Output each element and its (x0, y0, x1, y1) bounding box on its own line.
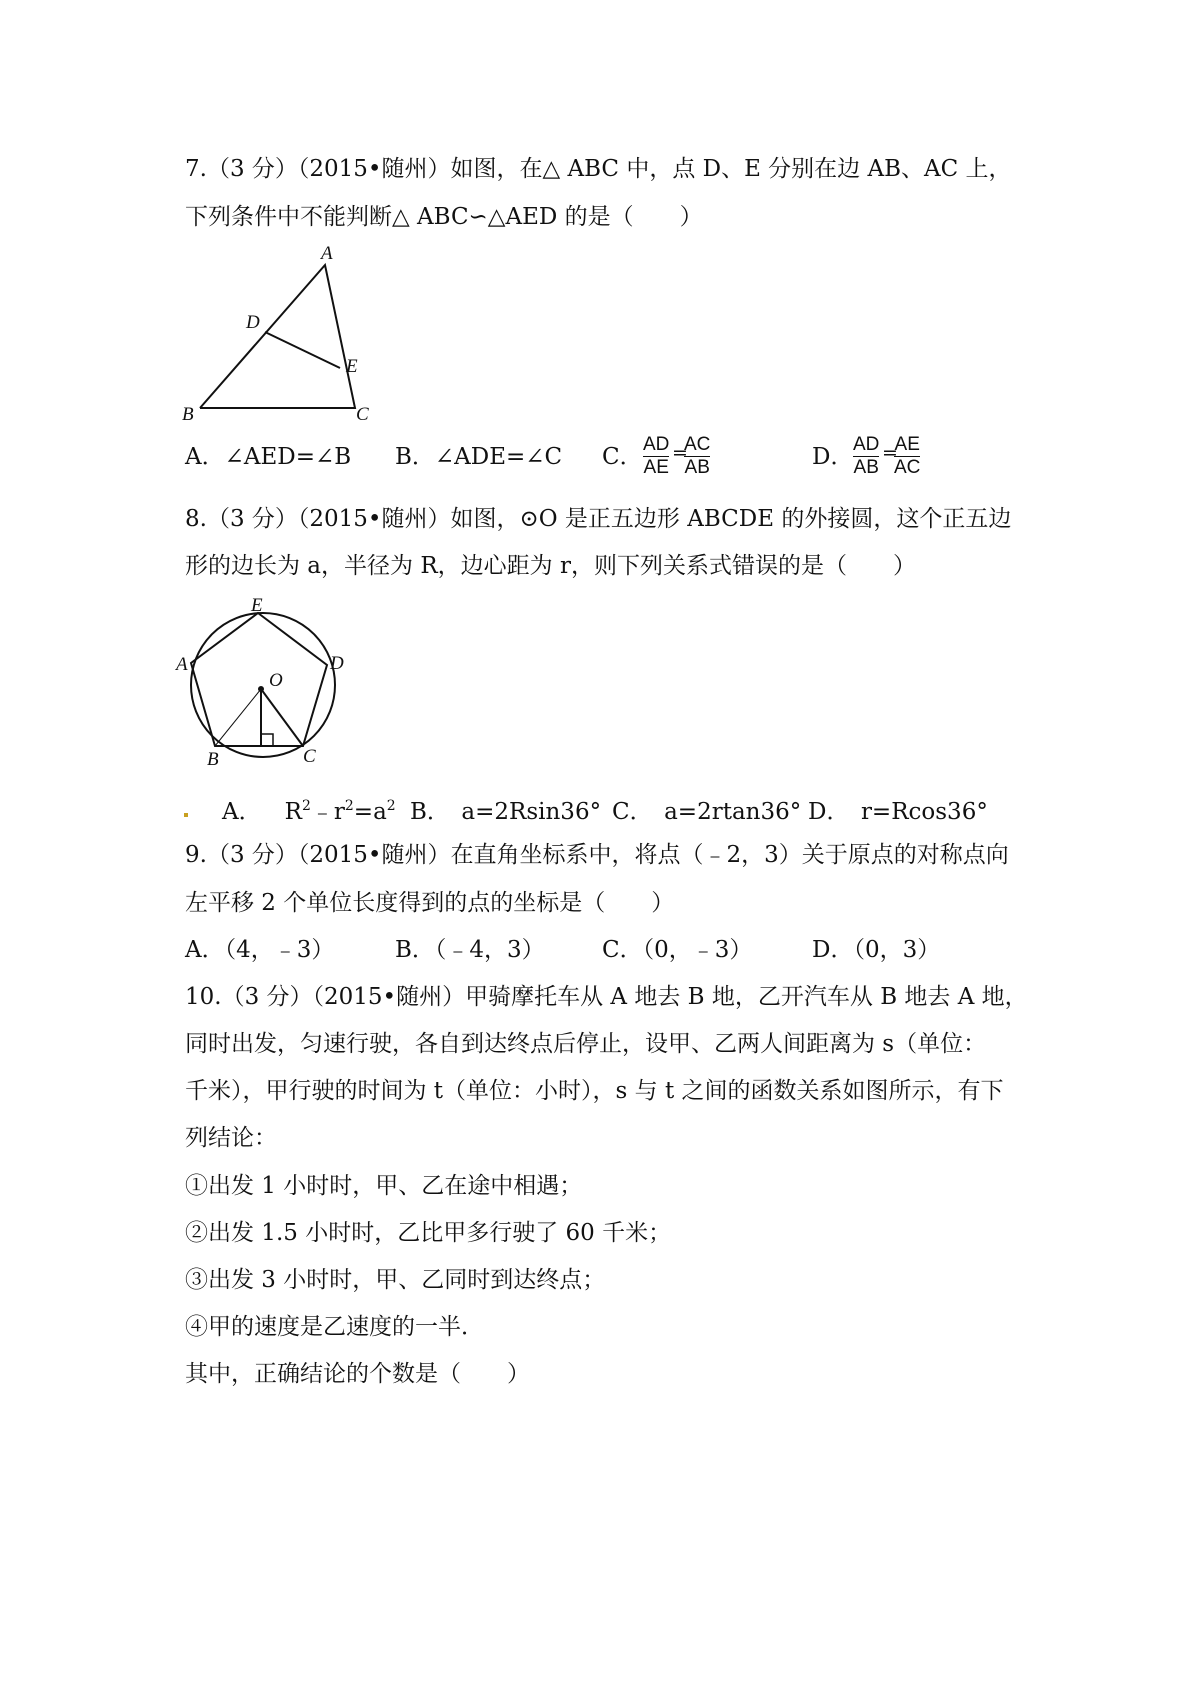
q10-conclusion-2: ②出发 1.5 小时时，乙比甲多行驶了 60 千米； (185, 1220, 672, 1246)
q8-option-a: A． $R^2﹣r^2=a^2$ (222, 798, 396, 825)
q7-c-num-left: AD (643, 434, 670, 455)
q7-d-num-right: AE (894, 434, 920, 455)
q8-label-e: E (251, 595, 263, 616)
q7-c-num-right: AC (684, 434, 711, 455)
q9-option-a: A．（4，﹣3） (185, 937, 335, 963)
q10-question: 其中，正确结论的个数是（ ） (185, 1361, 530, 1387)
q10-stem-line-4: 列结论： (185, 1125, 277, 1151)
q7-c-den-left: AE (643, 457, 669, 478)
q7-option-d-fraction-right (894, 434, 920, 479)
q7-stem-line-1: 7.（3 分）（2015•随州）如图，在△ ABC 中，点 D、E 分别在边 AB、AC 上， (185, 156, 1012, 182)
q8-option-b: B． a=2Rsin36° (410, 799, 602, 825)
q7-c-den-right: AB (684, 457, 710, 478)
q10-stem-line-2: 同时出发，匀速行驶，各自到达终点后停止，设甲、乙两人间距离为 s（单位： (185, 1031, 987, 1057)
q9-stem-line-1: 9.（3 分）（2015•随州）在直角坐标系中，将点（﹣2，3）关于原点的对称点向 (185, 842, 1009, 868)
q7-option-b: B．∠ADE=∠C (395, 444, 563, 470)
q8-label-d: D (330, 653, 344, 674)
q7-d-den-right: AC (894, 457, 921, 478)
q10-stem-line-3: 千米），甲行驶的时间为 t（单位：小时），s 与 t 之间的函数关系如图所示，有下 (185, 1078, 1004, 1104)
q7-d-num-left: AD (853, 434, 880, 455)
q8-label-b: B (207, 749, 219, 770)
q7-option-c-fraction-right (684, 434, 710, 479)
q9-stem-line-2: 左平移 2 个单位长度得到的点的坐标是（ ） (185, 890, 675, 916)
q7-option-d-prefix: D． (812, 444, 854, 470)
q7-option-c-fraction-left (643, 434, 669, 479)
q7-stem-line-2: 下列条件中不能判断△ ABC∽△AED 的是（ ） (185, 204, 703, 230)
q8-stem-line-2: 形的边长为 a，半径为 R，边心距为 r，则下列关系式错误的是（ ） (185, 553, 916, 579)
q8-stem-line-1: 8.（3 分）（2015•随州）如图，⊙O 是正五边形 ABCDE 的外接圆，这个正五边 (185, 506, 1012, 532)
q7-c-equals: = (672, 442, 688, 464)
q10-conclusion-1: ①出发 1 小时时，甲、乙在途中相遇； (185, 1173, 583, 1199)
q7-d-den-left: AB (853, 457, 879, 478)
q7-label-a: A (321, 245, 333, 264)
q9-option-d: D．（0，3） (812, 937, 941, 963)
q8-label-a: A (176, 654, 188, 675)
q7-option-c-prefix: C． (602, 444, 643, 470)
q8-option-d: D． r=Rcos36° (808, 799, 988, 825)
q7-label-d: D (246, 312, 260, 333)
q7-label-e: E (346, 356, 358, 377)
q7-label-c: C (356, 404, 369, 425)
q10-conclusion-3: ③出发 3 小时时，甲、乙同时到达终点； (185, 1267, 606, 1293)
q10-conclusion-4: ④甲的速度是乙速度的一半． (185, 1314, 484, 1340)
q8-pentagon-figure (175, 595, 355, 770)
stray-mark (184, 813, 188, 817)
q7-option-a: A．∠AED=∠B (185, 444, 352, 470)
q10-stem-line-1: 10.（3 分）（2015•随州）甲骑摩托车从 A 地去 B 地，乙开汽车从 B 地去 A 地， (185, 984, 1028, 1010)
q9-option-c: C．（0，﹣3） (602, 937, 753, 963)
q8-label-o: O (269, 670, 283, 691)
q8-label-c: C (303, 746, 316, 767)
q8-option-c: C． a=2rtan36° (612, 799, 802, 825)
q9-option-b: B．（﹣4，3） (395, 937, 545, 963)
q7-d-equals: = (882, 442, 898, 464)
q7-triangle-figure (180, 245, 400, 430)
q7-label-b: B (182, 404, 194, 425)
q7-option-d-fraction-left (853, 434, 879, 479)
